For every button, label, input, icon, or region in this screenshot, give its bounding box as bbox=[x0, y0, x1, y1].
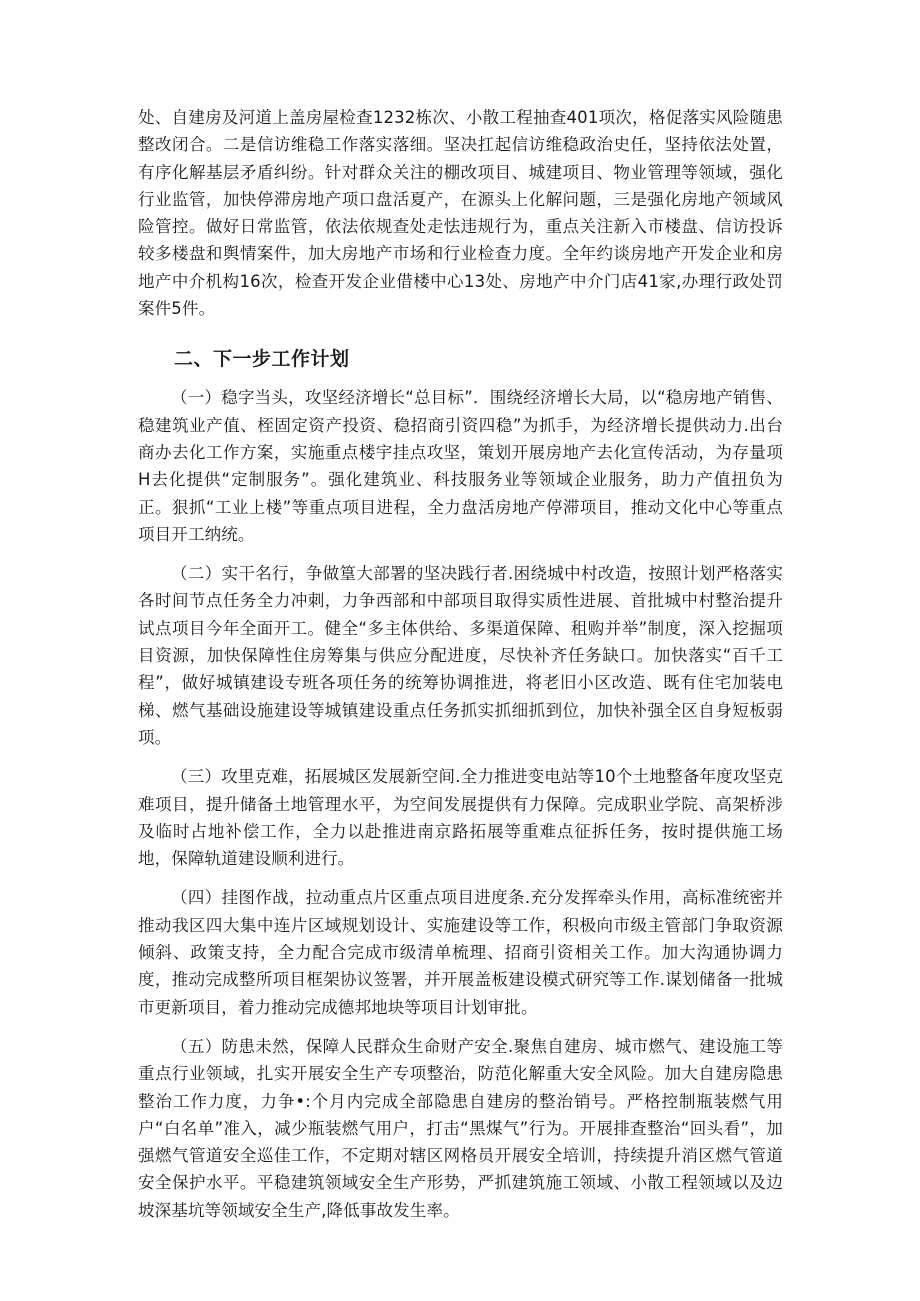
plan-paragraph-5: （五）防患未然，保障人民群众生命财产安全.聚焦自建房、城市燃气、建设施工等重点行业领域，扎实开展安全生产专项整治，防范化解重大安全风险。加大自建房隐患整治工作力度，力争•:个月内完成全部隐患自建房的整治销号。严格控制瓶装燃气用户“白名单”准入，减少瓶装燃气用户，打击“黑煤气”行为。开展排查整治“回头看”，加强燃气管道安全巡佳工作，不定期对辖区网格员开展安全培训，持续提升消区燃气管道安全保护水平。平稳建筑领域安全生产形势，严抓建筑施工领域、小散工程领域以及边坡深基坑等领域安全生产,降低事故发生率。 bbox=[138, 1036, 783, 1220]
plan-paragraph-3: （三）攻里克难，拓展城区发展新空间.全力推进变电站等10个土地整备年度攻坚克难项目，提升储备土地管理水平，为空间发展提供有力保障。完成职业学院、高架桥涉及临时占地补偿工作，全力以赴推进南京路拓展等重难点征拆任务，按时提供施工场地，保障轨道建设顺利进行。 bbox=[138, 767, 783, 869]
document-page bbox=[138, 104, 783, 1224]
plan-paragraph-1: （一）稳字当头，攻坚经济增长“总目标”．围绕经济增长大局，以“稳房地产销售、稳建筑业产值、桎固定资产投资、稳招商引资四稳”为抓手，为经济增长提供动力.出台商办去化工作方案，实施重点楼宇挂点攻坚，策划开展房地产去化宣传活动，为存量项H去化提供“定制服务”。强化建筑业、科技服务业等领域企业服务，助力产值扭负为正。狠抓“工业上楼”等重点项目进程，全力盘活房地产停滞项目，推动文化中心等重点项目开工纳统。 bbox=[138, 388, 783, 544]
plan-paragraph-2: （二）实干名行，争做篁大部署的坚决践行者.困绕城中村改造，按照计划严格落实各时间节点任务全力冲刺，力争西部和中部项目取得实质性进展、首批城中村整治提升试点项目今年全面开工。健全“多主体供给、多渠道保障、租购并举”制度，深入挖掘项目资源，加快保障性住房筹集与供应分配进度，尽快补齐任务缺口。加快落实“百千工程”，做好城镇建设专班各项任务的统筹协调推进，将老旧小区改造、既有住宅加装电梯、燃气基础设施建设等城镇建设重点任务抓实抓细抓到位，加快补强全区自身短板弱项。 bbox=[138, 564, 783, 747]
section-heading: 二、下一步工作计划 bbox=[174, 348, 350, 371]
plan-paragraph-4: （四）挂图作战，拉动重点片区重点项目进度条.充分发挥牵头作用，高标准统密并推动我区四大集中连片区域规划设计、实施建设等工作，积极向市级主管部门争取资源倾斜、政策支持，全力配合完成市级清单梳理、招商引资相关工作。加大沟通协调力度，推动完成整所项目框架协议签署，并开展盖板建设模式研究等工作.谋划储备一批城市更新项目，着力推动完成德邦地块等项目计划审批。 bbox=[138, 888, 783, 1017]
intro-paragraph: 处、自建房及河道上盖房屋检查1232栋次、小散工程抽查401项次，格促落实风险随患整改闭合。二是信访维稳工作落实落细。坚决扛起信访维稳政治史任，坚持依法处置，有序化解基层矛盾纠纷。针对群众关注的棚改项目、城建项目、物业管理等领域，强化行业监管，加快停滞房地产项口盘活夏产，在源头上化解问题，三是强化房地产领域风险管控。做好日常监管，依法依规查处走怯违规行为，重点关注新入市楼盘、信访投诉较多楼盘和舆情案件，加大房地产市场和行业检查力度。全年约谈房地产开发企业和房地产中介机构16次，检查开发企业借楼中心13处、房地产中介门店41家,办理行政处罚案件5件。 bbox=[138, 108, 783, 319]
